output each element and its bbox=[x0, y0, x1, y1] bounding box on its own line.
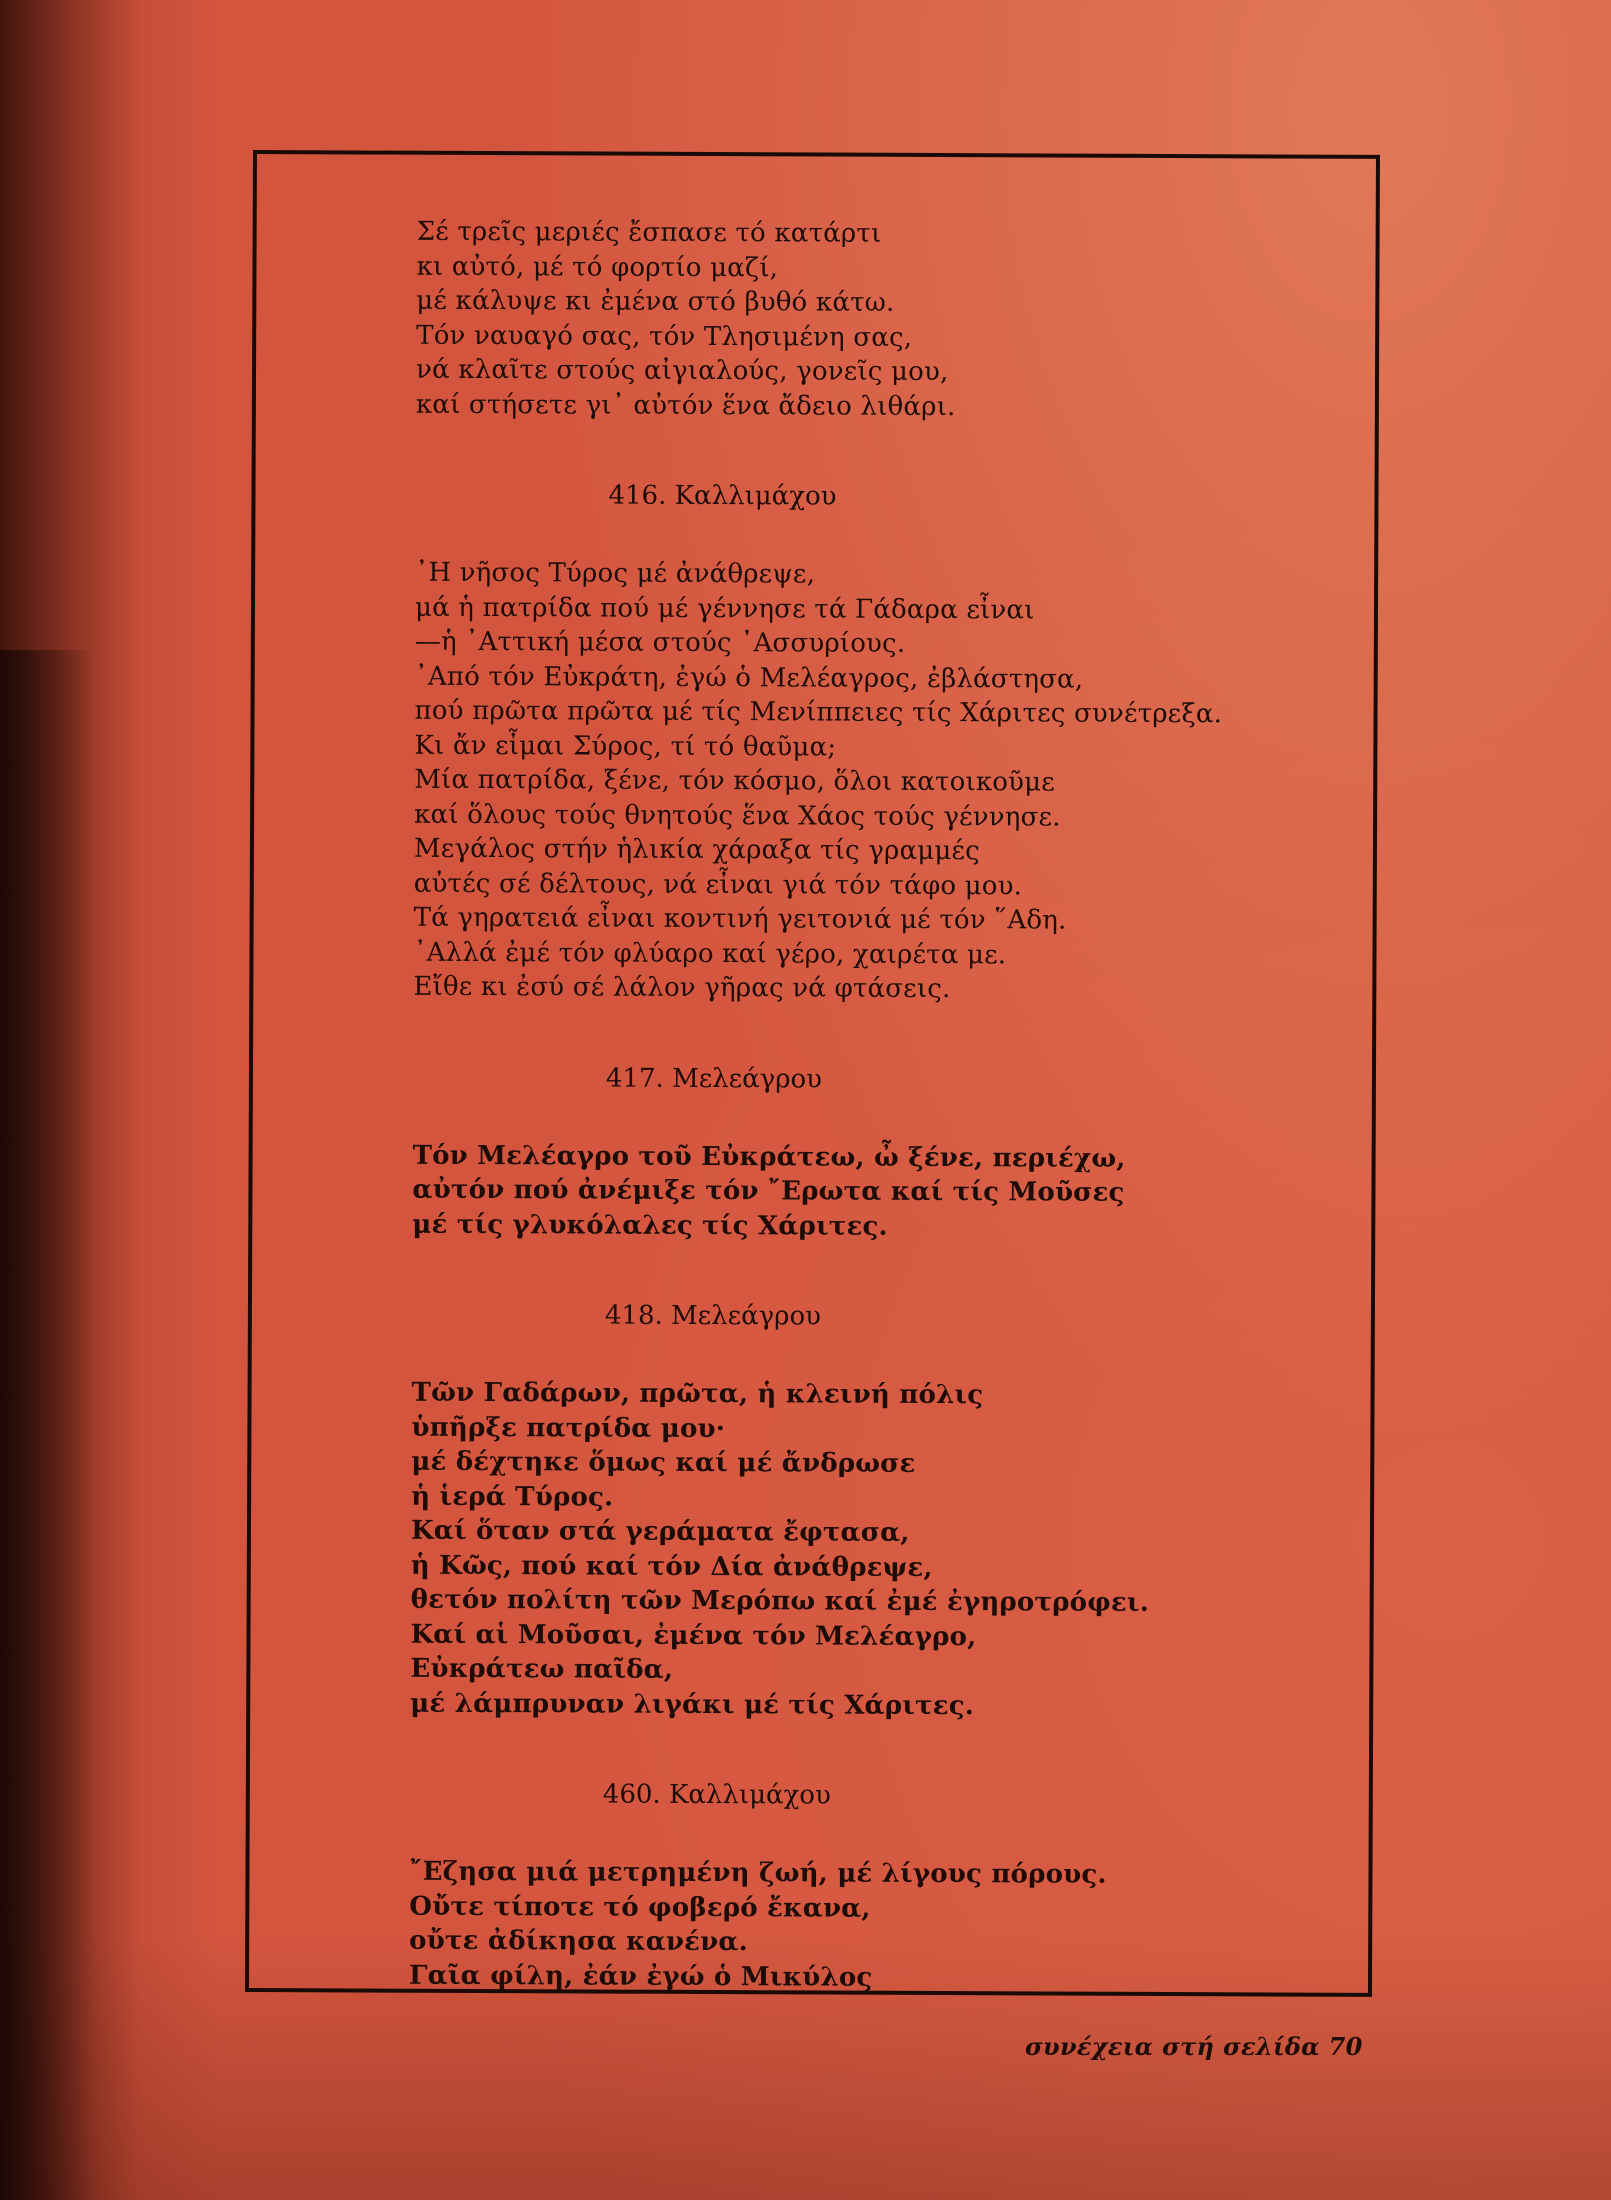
verse-line: μέ κάλυψε κι ἐμένα στό βυθό κάτω. bbox=[416, 285, 895, 318]
verse-line: ὑπῆρξε πατρίδα μου· bbox=[411, 1412, 726, 1444]
verse-line: Τῶν Γαδάρων, πρῶτα, ἡ κλεινή πόλις bbox=[411, 1377, 984, 1411]
section-heading-416: 416. Καλλιμάχου bbox=[608, 480, 837, 512]
verse-line: Οὔτε τίποτε τό φοβερό ἔκανα, bbox=[409, 1891, 871, 1924]
verse-line: Εὐκράτεω παῖδα, bbox=[410, 1653, 674, 1685]
section-heading-460: 460. Καλλιμάχου bbox=[602, 1779, 831, 1811]
verse-line: Καί αἱ Μοῦσαι, ἐμένα τόν Μελέαγρο, bbox=[410, 1619, 977, 1652]
verse-line: —ἡ ᾽Αττική μέσα στούς ᾽Ασσυρίους. bbox=[414, 626, 906, 659]
verse-line: Μεγάλος στήν ἡλικία χάραξα τίς γραμμές bbox=[413, 833, 980, 867]
verse-line: καί στήσετε γι᾽ αὐτόν ἕνα ἄδειο λιθάρι. bbox=[415, 389, 956, 422]
verse-line: Κι ἄν εἶμαι Σύρος, τί τό θαῦμα; bbox=[414, 730, 837, 763]
verse-line: Τόν ναυαγό σας, τόν Τλησιμένη σας, bbox=[416, 320, 913, 353]
verse-line: μέ δέχτηκε ὅμως καί μέ ἄνδρωσε bbox=[411, 1446, 916, 1479]
verse-line: Τά γηρατειά εἶναι κοντινή γειτονιά μέ τόν ῞Αδη. bbox=[413, 902, 1067, 936]
verse-line: Σέ τρεῖς μεριές ἔσπασε τό κατάρτι bbox=[416, 216, 882, 249]
verse-line: μέ λάμπρυναν λιγάκι μέ τίς Χάριτες. bbox=[410, 1688, 975, 1721]
section-460-verses bbox=[409, 1855, 1329, 1997]
poem-content bbox=[409, 215, 1336, 1997]
continued-on-page-note: συνέχεια στή σελίδα 70 bbox=[1025, 2032, 1363, 2061]
verse-line: θετόν πολίτη τῶν Μερόπω καί ἐμέ ἐγηροτρόφει. bbox=[410, 1584, 1150, 1618]
verse-line: αὐτόν πού ἀνέμιξε τόν ῎Ερωτα καί τίς Μοῦσες bbox=[412, 1174, 1125, 1208]
verse-line: Τόν Μελέαγρο τοῦ Εὐκράτεω, ὦ ξένε, περιέχω, bbox=[412, 1140, 1126, 1174]
verse-line: ῎Εζησα μιά μετρημένη ζωή, μέ λίγους πόρους. bbox=[409, 1856, 1107, 1890]
verse-line: Καί ὅταν στά γεράματα ἔφτασα, bbox=[410, 1515, 910, 1548]
verse-line: αὐτές σέ δέλτους, νά εἶναι γιά τόν τάφο μου. bbox=[413, 868, 1023, 901]
verse-line: οὔτε ἀδίκησα κανένα. bbox=[409, 1925, 748, 1958]
page-edge-shadow bbox=[0, 650, 95, 2200]
verse-line: μά ἡ πατρίδα πού μέ γέννησε τά Γάδαρα εἶναι bbox=[414, 592, 1035, 625]
intro-verses bbox=[416, 215, 1336, 426]
verse-line: νά κλαῖτε στούς αἰγιαλούς, γονεῖς μου, bbox=[415, 354, 949, 388]
verse-line: ᾽Από τόν Εὐκράτη, ἐγώ ὁ Μελέαγρος, ἐβλάστησα, bbox=[414, 661, 1084, 695]
text-frame bbox=[245, 150, 1380, 1997]
verse-line: ᾽Η νῆσος Τύρος μέ ἀνάθρεψε, bbox=[415, 557, 816, 590]
verse-line: ᾽Αλλά ἐμέ τόν φλύαρο καί γέρο, χαιρέτα με. bbox=[413, 937, 1007, 970]
section-418-verses bbox=[410, 1376, 1330, 1725]
verse-line: κι αὐτό, μέ τό φορτίο μαζί, bbox=[416, 251, 779, 283]
verse-line: ἡ ἱερά Τύρος. bbox=[411, 1481, 614, 1513]
section-heading-418: 418. Μελεάγρου bbox=[604, 1300, 822, 1332]
verse-line: ἡ Κῶς, πού καί τόν Δία ἀνάθρεψε, bbox=[410, 1550, 933, 1583]
verse-line: Μία πατρίδα, ξένε, τόν κόσμο, ὅλοι κατοικοῦμε bbox=[414, 764, 1056, 798]
verse-line: μέ τίς γλυκόλαλες τίς Χάριτες. bbox=[412, 1209, 888, 1242]
verse-line: Γαῖα φίλη, ἐάν ἐγώ ὁ Μικύλος bbox=[408, 1960, 873, 1993]
section-417-verses bbox=[412, 1138, 1331, 1246]
section-heading-417: 417. Μελεάγρου bbox=[605, 1063, 823, 1094]
verse-line: Εἴθε κι ἐσύ σέ λάλον γῆρας νά φτάσεις. bbox=[413, 971, 951, 1005]
section-416-verses bbox=[413, 556, 1334, 1009]
verse-line: καί ὅλους τούς θνητούς ἕνα Χάος τούς γέννησε. bbox=[414, 799, 1061, 833]
verse-line: πού πρῶτα πρῶτα μέ τίς Μενίππειες τίς Χάριτες συνέτρεξα. bbox=[414, 695, 1223, 730]
